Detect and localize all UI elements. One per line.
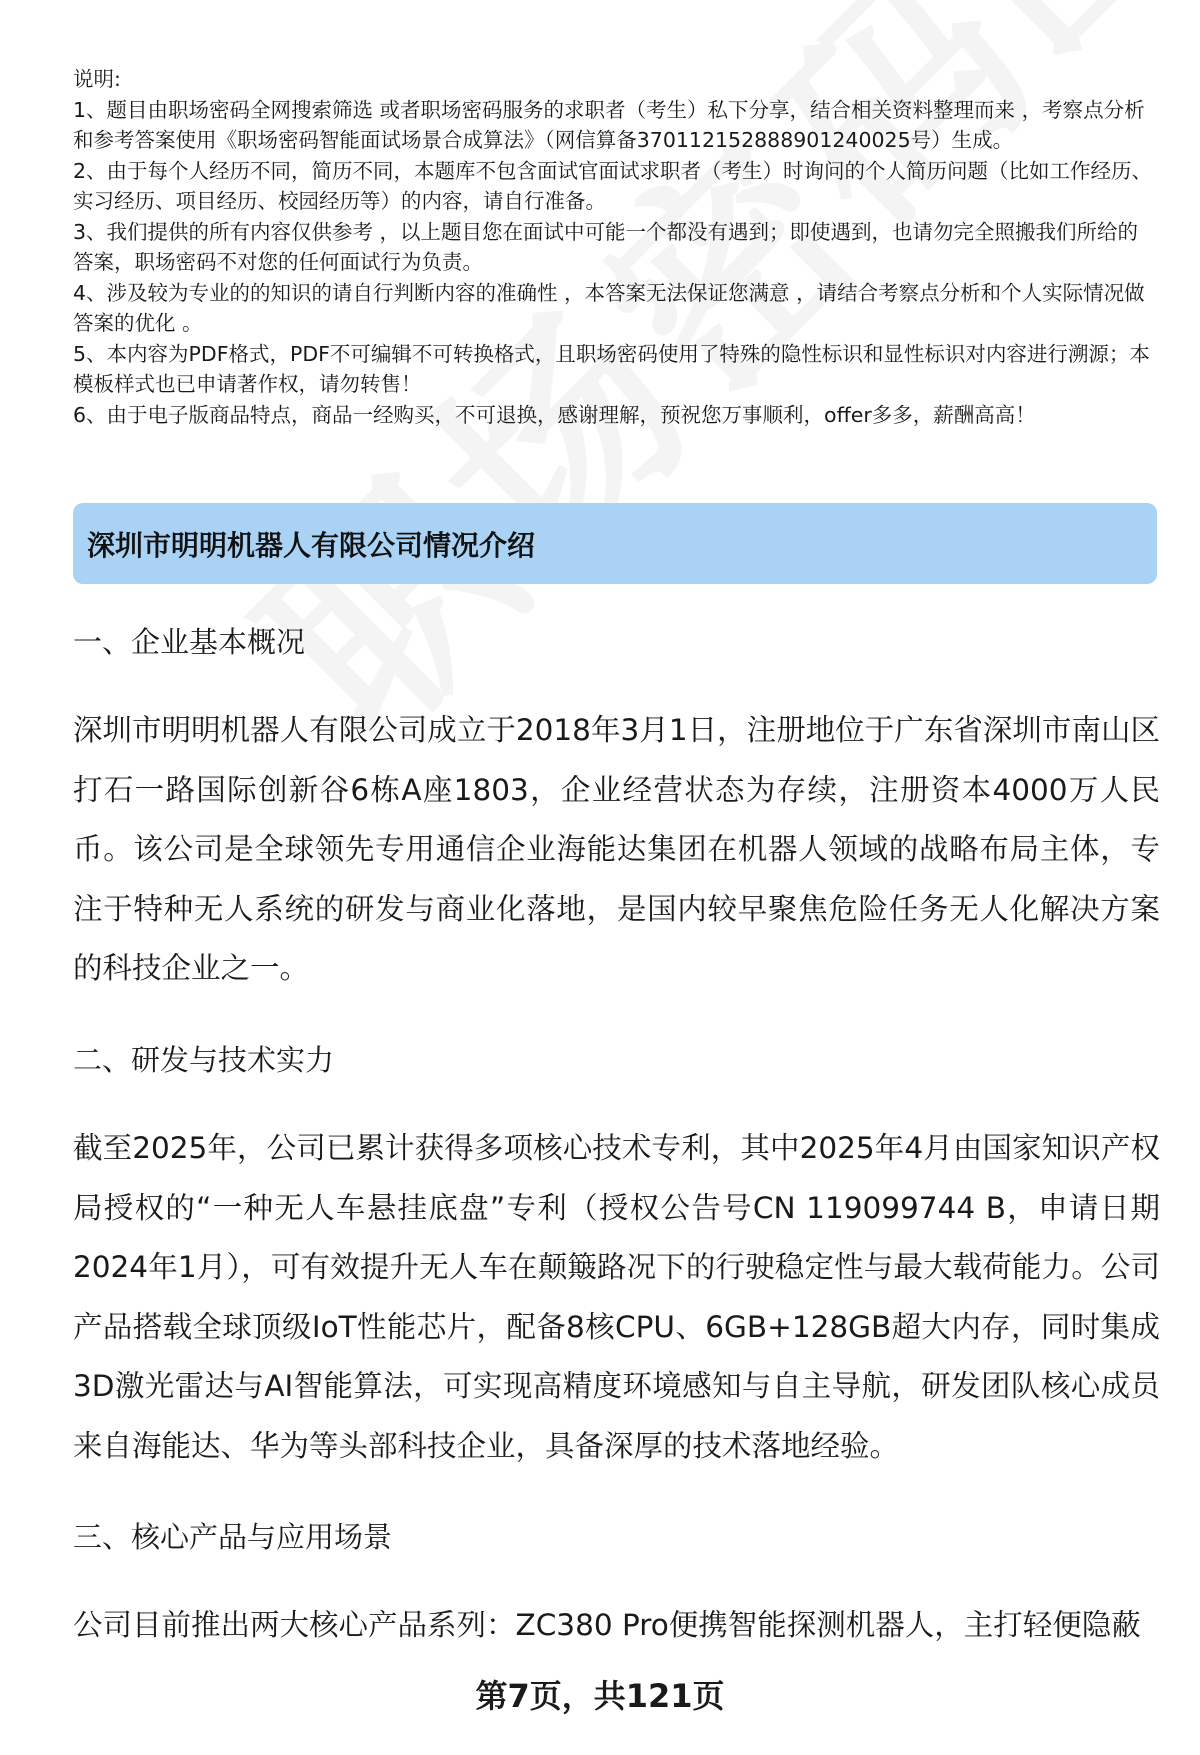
notes-title: 说明: [73,67,121,91]
page-number: 第7页，共121页 [475,1677,725,1715]
section-paragraph: 截至2025年，公司已累计获得多项核心技术专利，其中2025年4月由国家知识产权局授权的“一种无人车悬挂底盘”专利（授权公告号CN 119099744 B，申请日期2024年1月），可有效提升无人车在颠簸路况下的行驶稳定性与最大载荷能力。公司产品搭载全球顶级IoT性能芯片，配备8核CPU、6GB+128GB超大内存，同时集成3D激光雷达与AI智能算法，可实现高精度环境感知与自主导航，研发团队核心成员来自海能达、华为等头部科技企业，具备深厚的技术落地经验。 [73,1131,1160,1463]
company-title-banner [73,503,1157,584]
note-item: 4、涉及较为专业的的知识的请自行判断内容的准确性 ，本答案无法保证您满意 ，请结合考察点分析和个人实际情况做答案的优化 。 [73,280,1145,335]
section-core-products [73,1517,1160,1656]
section-paragraph: 深圳市明明机器人有限公司成立于2018年3月1日，注册地位于广东省深圳市南山区打石一路国际创新谷6栋A座1803，企业经营状态为存续，注册资本4000万人民币。该公司是全球领先专用通信企业海能达集团在机器人领域的战略布局主体，专注于特种无人系统的研发与商业化落地，是国内较早聚焦危险任务无人化解决方案的科技企业之一。 [73,713,1160,985]
section-paragraph: 公司目前推出两大核心产品系列：ZC380 Pro便携智能探测机器人，主打轻便隐蔽 [73,1608,1141,1642]
note-item: 1、题目由职场密码全网搜索筛选 或者职场密码服务的求职者（考生）私下分享，结合相关资料整理而来 ，考察点分析和参考答案使用《职场密码智能面试场景合成算法》（网信算备370112152888901240025号）生成。 [73,97,1145,152]
notes-block [73,64,1153,430]
note-item: 2、由于每个人经历不同，简历不同，本题库不包含面试官面试求职者（考生）时询问的个人简历问题（比如工作经历、实习经历、项目经历、校园经历等）的内容，请自行准备。 [73,158,1153,213]
note-item: 3、我们提供的所有内容仅供参考 ，以上题目您在面试中可能一个都没有遇到；即使遇到，也请勿完全照搬我们所给的答案，职场密码不对您的任何面试行为负责。 [73,219,1139,274]
note-item: 6、由于电子版商品特点，商品一经购买，不可退换，感谢理解，预祝您万事顺利，offer多多，薪酬高高！ [73,402,1036,427]
section-heading: 三、核心产品与应用场景 [73,1520,393,1554]
section-heading: 一、企业基本概况 [73,625,306,659]
section-basic-overview [73,622,1160,999]
section-heading: 二、研发与技术实力 [73,1043,335,1077]
note-item: 5、本内容为PDF格式，PDF不可编辑不可转换格式，且职场密码使用了特殊的隐性标识和显性标识对内容进行溯源；本模板样式也已申请著作权，请勿转售！ [73,341,1150,396]
company-title: 深圳市明明机器人有限公司情况介绍 [87,528,536,562]
section-rd-strength [73,1040,1160,1476]
